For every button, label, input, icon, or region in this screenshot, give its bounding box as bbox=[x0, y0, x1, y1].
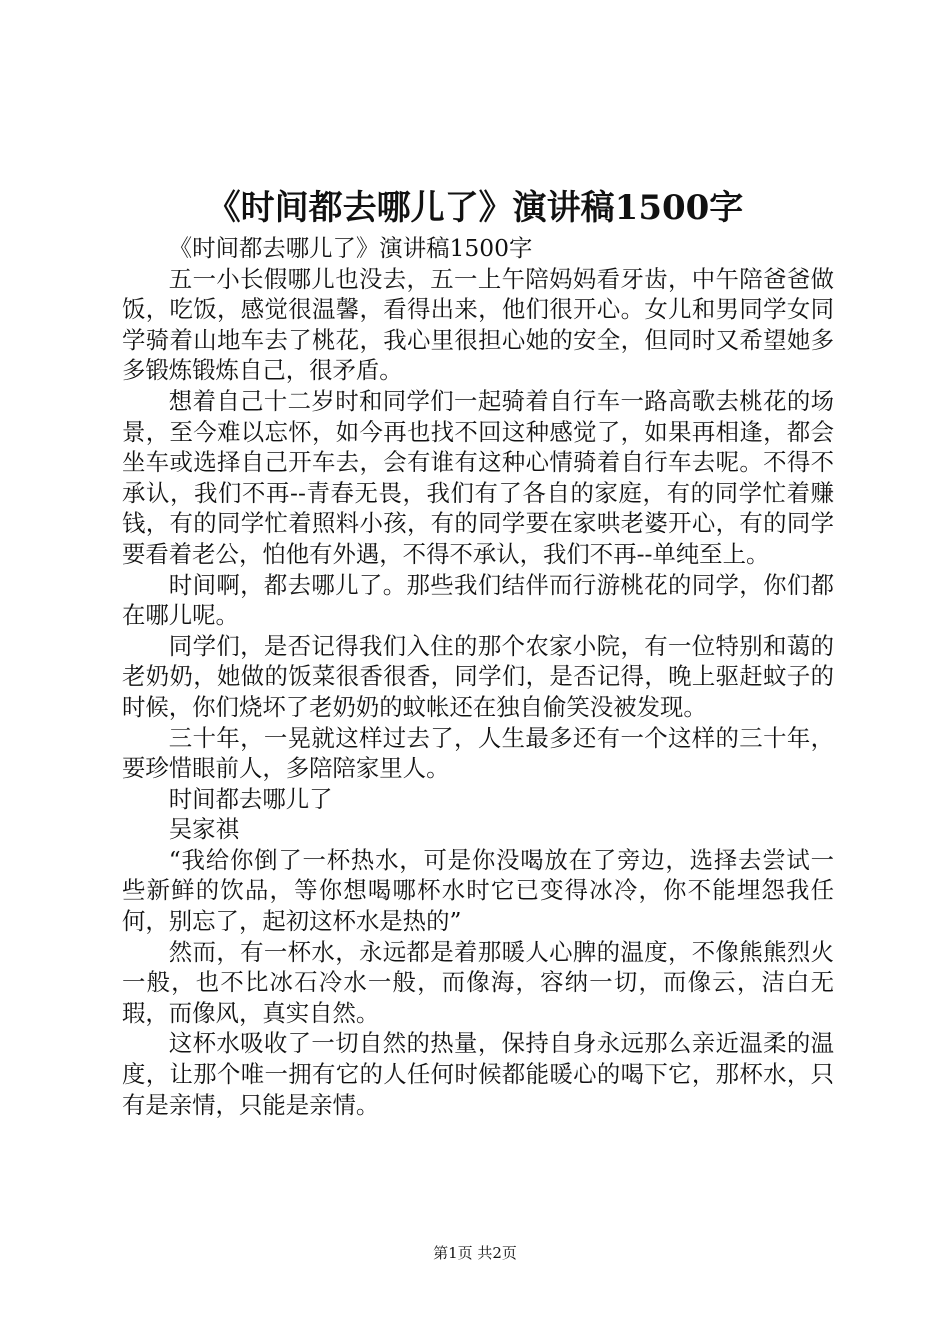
document-body bbox=[122, 233, 834, 1120]
paragraph: 五一小长假哪儿也没去，五一上午陪妈妈看牙齿，中午陪爸爸做饭，吃饭，感觉很温馨，看得出来，他们很开心。女儿和男同学女同学骑着山地车去了桃花，我心里很担心她的安全，但同时又希望她多多锻炼锻炼自己，很矛盾。 bbox=[122, 264, 834, 385]
paragraph: 这杯水吸收了一切自然的热量，保持自身永远那么亲近温柔的温度，让那个唯一拥有它的人任何时候都能暖心的喝下它，那杯水，只有是亲情，只能是亲情。 bbox=[122, 1029, 834, 1119]
paragraph: 同学们，是否记得我们入住的那个农家小院，有一位特别和蔼的老奶奶，她做的饭菜很香很香，同学们，是否记得，晚上驱赶蚊子的时候，你们烧坏了老奶奶的蚊帐还在独自偷笑没被发现。 bbox=[122, 631, 834, 721]
document-title: 《时间都去哪儿了》演讲稿1500字 bbox=[206, 188, 744, 228]
section-title: 时间都去哪儿了 bbox=[168, 784, 333, 813]
paragraph: 时间啊，都去哪儿了。那些我们结伴而行游桃花的同学，你们都在哪儿呢。 bbox=[122, 570, 834, 630]
paragraph: 三十年，一晃就这样过去了，人生最多还有一个这样的三十年，要珍惜眼前人，多陪陪家里人。 bbox=[122, 723, 834, 783]
paragraph-heading-repeat: 《时间都去哪儿了》演讲稿1500字 bbox=[168, 234, 533, 262]
page-footer: 第1页 共2页 bbox=[433, 1244, 517, 1262]
paragraph: 然而，有一杯水，永远都是着那暖人心脾的温度，不像熊熊烈火一般，也不比冰石冷水一般，而像海，容纳一切，而像云，洁白无瑕，而像风，真实自然。 bbox=[122, 937, 834, 1027]
paragraph: 想着自己十二岁时和同学们一起骑着自行车一路高歌去桃花的场景，至今难以忘怀，如今再也找不回这种感觉了，如果再相逢，都会坐车或选择自己开车去，会有谁有这种心情骑着自行车去呢。不得不承认，我们不再--青春无畏，我们有了各自的家庭，有的同学忙着赚钱，有的同学忙着照料小孩，有的同学要在家哄老婆开心，有的同学要看着老公，怕他有外遇，不得不承认，我们不再--单纯至上。 bbox=[122, 386, 834, 568]
paragraph: “我给你倒了一杯热水，可是你没喝放在了旁边，选择去尝试一些新鲜的饮品，等你想喝哪杯水时它已变得冰冷，你不能埋怨我任何，别忘了，起初这杯水是热的” bbox=[122, 845, 834, 936]
author-name: 吴家祺 bbox=[168, 815, 239, 844]
